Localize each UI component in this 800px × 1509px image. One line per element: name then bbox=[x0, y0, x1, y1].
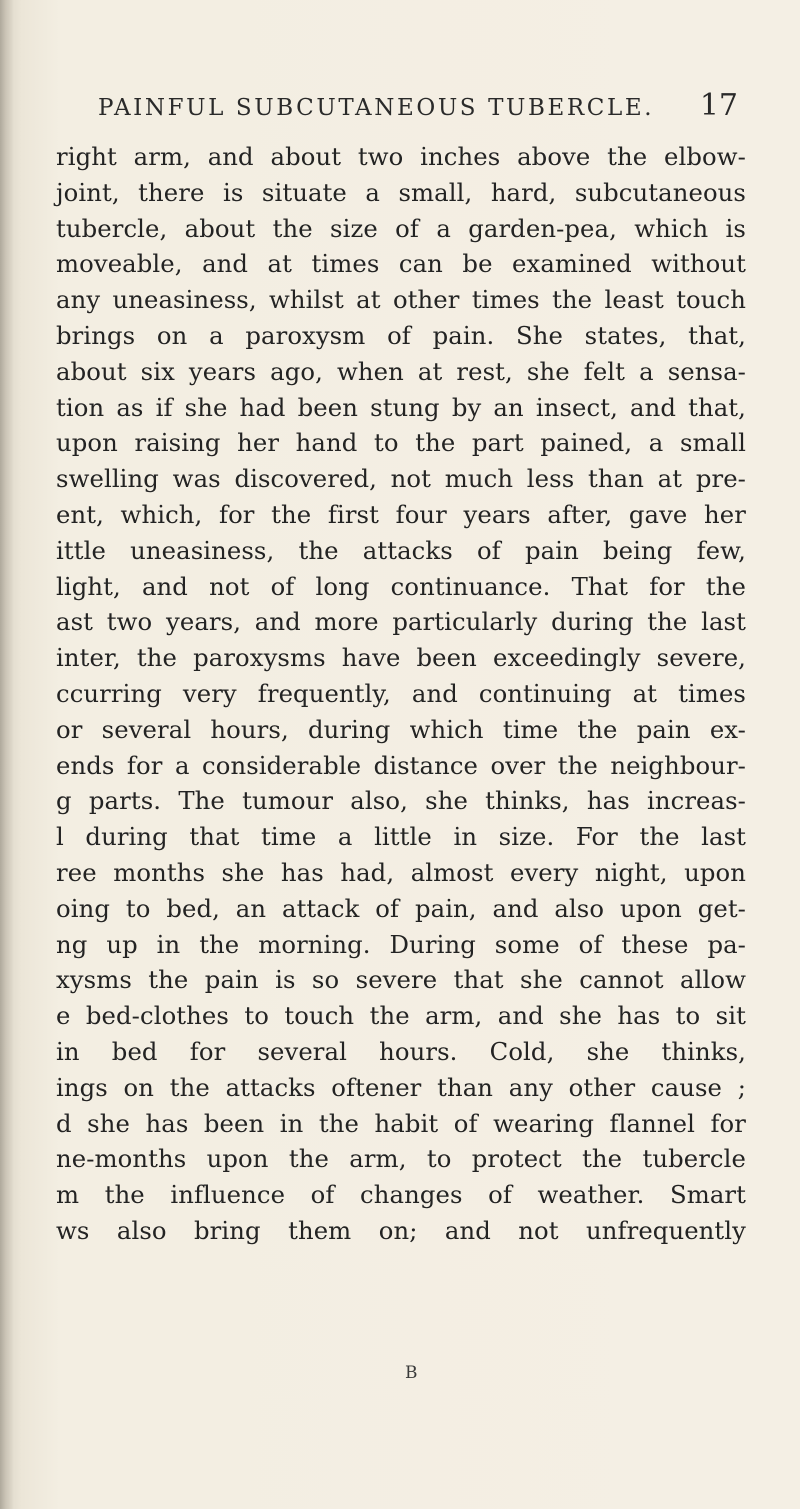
text-line: ast two years, and more particularly during the last bbox=[56, 607, 746, 637]
text-line: e bed-clothes to touch the arm, and she has to sit bbox=[56, 1001, 746, 1031]
text-line: ent, which, for the first four years after, gave her bbox=[56, 499, 746, 529]
text-line: ends for a considerable distance over the neighbour- bbox=[56, 750, 746, 780]
text-line: upon raising her hand to the part pained, a small bbox=[56, 428, 746, 458]
text-line: light, and not of long continuance. That for the bbox=[56, 571, 746, 601]
text-line: about six years ago, when at rest, she felt a sensa- bbox=[56, 356, 746, 386]
text-line: inter, the paroxysms have been exceedingly severe, bbox=[56, 643, 746, 673]
text-line: ng up in the morning. During some of these pa- bbox=[56, 929, 746, 959]
running-head bbox=[98, 88, 738, 140]
text-line: any uneasiness, whilst at other times the least touch bbox=[56, 285, 746, 315]
text-line: oing to bed, an attack of pain, and also upon get- bbox=[56, 893, 746, 923]
text-line: ws also bring them on; and not unfrequently bbox=[56, 1215, 746, 1245]
text-line: tubercle, about the size of a garden-pea, which is bbox=[56, 213, 746, 243]
text-line: swelling was discovered, not much less than at pre- bbox=[56, 464, 746, 494]
running-title: PAINFUL SUBCUTANEOUS TUBERCLE. bbox=[98, 95, 655, 121]
text-line: right arm, and about two inches above the elbow- bbox=[56, 142, 746, 171]
text-line: ings on the attacks oftener than any other cause ; bbox=[56, 1072, 746, 1102]
text-line: g parts. The tumour also, she thinks, has increas- bbox=[56, 786, 746, 816]
text-line: xysms the pain is so severe that she cannot allow bbox=[56, 965, 746, 995]
text-line: ne-months upon the arm, to protect the tubercle bbox=[56, 1144, 746, 1174]
body-text bbox=[56, 139, 746, 1249]
text-line: or several hours, during which time the pain ex- bbox=[56, 714, 746, 744]
text-line: brings on a paroxysm of pain. She states, that, bbox=[56, 320, 746, 350]
text-line: l during that time a little in size. For the last bbox=[56, 822, 746, 852]
text-line: joint, there is situate a small, hard, subcutaneous bbox=[56, 177, 746, 207]
text-line: ree months she has had, almost every night, upon bbox=[56, 857, 746, 887]
text-line: m the influence of changes of weather. Smart bbox=[56, 1180, 746, 1210]
text-line: in bed for several hours. Cold, she thinks, bbox=[56, 1036, 746, 1066]
text-line: d she has been in the habit of wearing flannel for bbox=[56, 1108, 746, 1138]
binding-gutter-shadow bbox=[0, 0, 14, 1509]
page-number: 17 bbox=[699, 88, 738, 123]
text-line: ccurring very frequently, and continuing at times bbox=[56, 678, 746, 708]
text-line: tion as if she had been stung by an insect, and that, bbox=[56, 392, 746, 422]
signature-mark: B bbox=[405, 1363, 418, 1383]
text-line: moveable, and at times can be examined without bbox=[56, 249, 746, 279]
text-line: ittle uneasiness, the attacks of pain being few, bbox=[56, 535, 746, 565]
